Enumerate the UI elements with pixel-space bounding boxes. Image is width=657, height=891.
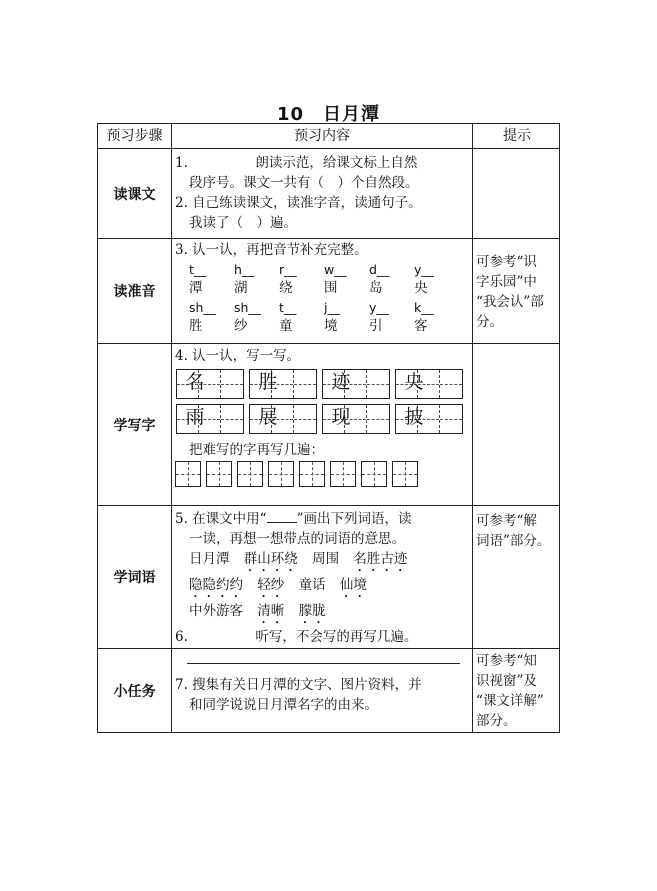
pinyin-item: d__ bbox=[369, 262, 390, 277]
content-pronunciation bbox=[172, 239, 472, 343]
header-step: 预习步骤 bbox=[106, 128, 163, 144]
practice-box[interactable] bbox=[268, 461, 294, 487]
hint-line: 字乐园”中 bbox=[476, 274, 537, 290]
character-grid bbox=[322, 369, 390, 399]
word: 仙境 bbox=[339, 577, 367, 593]
underline-mark bbox=[267, 510, 297, 523]
step-vocabulary: 学词语 bbox=[113, 570, 156, 586]
word: 日月潭 bbox=[189, 551, 230, 567]
text-line: 2. 自己练读课文，读准字音，读通句子。 bbox=[175, 195, 422, 211]
pinyin-item: y__ bbox=[414, 262, 434, 277]
model-character: 披 bbox=[404, 406, 424, 428]
task-text: 5. 在课文中用“ bbox=[175, 511, 267, 527]
preview-table bbox=[97, 123, 560, 733]
content-read-text bbox=[172, 149, 472, 238]
hint-line: 可参考“解 bbox=[476, 513, 537, 529]
lesson-title: 10 日月潭 bbox=[276, 104, 381, 125]
pinyin-item: t__ bbox=[279, 300, 297, 315]
content-write-characters bbox=[172, 344, 472, 505]
model-character: 现 bbox=[331, 406, 351, 428]
word-row bbox=[175, 575, 468, 601]
pinyin-item: k__ bbox=[414, 300, 434, 315]
character-grid bbox=[176, 369, 244, 399]
practice-box[interactable] bbox=[330, 461, 356, 487]
pinyin-item: j__ bbox=[324, 300, 340, 315]
hanzi-item: 围 bbox=[324, 280, 338, 296]
model-character: 央 bbox=[404, 371, 424, 393]
character-grid bbox=[395, 404, 463, 434]
practice-box[interactable] bbox=[392, 461, 418, 487]
character-grid-row bbox=[176, 404, 468, 434]
character-grid bbox=[322, 404, 390, 434]
header-content: 预习内容 bbox=[294, 128, 350, 144]
hanzi-item: 童 bbox=[279, 318, 293, 334]
task-text: ”画出下列词语，读 bbox=[296, 511, 412, 527]
pinyin-item: t__ bbox=[189, 262, 207, 277]
hanzi-item: 纱 bbox=[234, 318, 248, 334]
practice-box[interactable] bbox=[299, 461, 325, 487]
character-grid-row bbox=[176, 369, 468, 399]
hanzi-item: 湖 bbox=[234, 280, 248, 296]
word: 朦胧 bbox=[298, 603, 326, 619]
task-line: 一读，再想一想带点的词语的意思。 bbox=[189, 531, 405, 547]
word: 轻纱 bbox=[257, 577, 285, 593]
step-write-characters: 学写字 bbox=[113, 417, 156, 434]
pinyin-item: w__ bbox=[324, 262, 347, 277]
model-character: 胜 bbox=[258, 371, 278, 393]
hanzi-item: 绕 bbox=[279, 280, 293, 296]
hanzi-row bbox=[175, 317, 468, 336]
hanzi-item: 引 bbox=[369, 318, 383, 334]
content-small-task bbox=[172, 649, 472, 732]
hanzi-item: 境 bbox=[324, 318, 338, 334]
pinyin-item: sh__ bbox=[234, 300, 261, 315]
hint-vocabulary bbox=[473, 511, 561, 551]
model-character: 雨 bbox=[185, 406, 205, 428]
hanzi-item: 央 bbox=[414, 280, 428, 296]
word-row bbox=[175, 549, 468, 575]
text-line: 1. 朗读示范，给课文标上自然 bbox=[175, 155, 418, 171]
text-line: 段序号。课文一共有（ ）个自然段。 bbox=[189, 175, 419, 191]
word: 周围 bbox=[312, 551, 340, 567]
task-line bbox=[175, 509, 468, 529]
practice-box[interactable] bbox=[175, 461, 201, 487]
task-line: 和同学说说日月潭名字的由来。 bbox=[189, 697, 378, 713]
task-line: 6. 听写，不会写的再写几遍。 bbox=[175, 629, 418, 645]
step-pronunciation: 读准音 bbox=[113, 284, 156, 300]
task-intro: 4. 认一认，写一写。 bbox=[175, 348, 301, 364]
character-grid bbox=[395, 369, 463, 399]
pinyin-row bbox=[175, 260, 468, 279]
pinyin-item: r__ bbox=[279, 262, 297, 277]
step-read-text: 读课文 bbox=[113, 186, 156, 203]
pinyin-item: sh__ bbox=[189, 300, 216, 315]
hint-small-task bbox=[473, 651, 561, 731]
step-small-task: 小任务 bbox=[113, 683, 156, 700]
practice-box[interactable] bbox=[237, 461, 263, 487]
practice-label: 把难写的字再写几遍： bbox=[189, 442, 324, 458]
hanzi-row bbox=[175, 279, 468, 298]
hint-line: 可参考“识 bbox=[476, 254, 537, 270]
word-row bbox=[175, 601, 468, 627]
character-grid bbox=[249, 404, 317, 434]
text-line: 我读了（ ）遍。 bbox=[189, 215, 297, 231]
hanzi-item: 潭 bbox=[189, 280, 203, 296]
hanzi-item: 岛 bbox=[369, 280, 383, 296]
hint-line: 分。 bbox=[476, 314, 503, 330]
model-character: 名 bbox=[185, 371, 205, 393]
hint-line: 识视窗”及 bbox=[476, 673, 537, 689]
hint-pronunciation bbox=[473, 252, 561, 332]
word: 隐隐约约 bbox=[189, 577, 243, 593]
character-grid bbox=[176, 404, 244, 434]
model-character: 展 bbox=[258, 406, 278, 428]
practice-boxes[interactable] bbox=[175, 461, 468, 487]
content-vocabulary bbox=[172, 506, 472, 648]
hint-line: 部分。 bbox=[476, 713, 517, 729]
task-line: 7. 搜集有关日月潭的文字、图片资料，并 bbox=[175, 677, 422, 693]
word: 中外游客 bbox=[189, 603, 243, 619]
pinyin-item: h__ bbox=[234, 262, 255, 277]
hanzi-item: 客 bbox=[414, 318, 428, 334]
word: 名胜古迹 bbox=[353, 551, 408, 567]
column-divider bbox=[472, 124, 473, 732]
hint-line: 词语”部分。 bbox=[476, 533, 551, 549]
hint-line: “课文详解” bbox=[476, 693, 544, 709]
task-intro: 3. 认一认，再把音节补充完整。 bbox=[175, 242, 368, 258]
pinyin-item: y__ bbox=[369, 300, 389, 315]
practice-box[interactable] bbox=[361, 461, 387, 487]
header-hint: 提示 bbox=[503, 128, 531, 144]
hint-line: 可参考“知 bbox=[476, 653, 537, 669]
hint-line: “我会认”部 bbox=[476, 294, 544, 310]
practice-box[interactable] bbox=[206, 461, 232, 487]
model-character: 迹 bbox=[331, 371, 351, 393]
hanzi-item: 胜 bbox=[189, 318, 203, 334]
pinyin-row bbox=[175, 298, 468, 317]
word: 童话 bbox=[298, 577, 326, 593]
character-grid bbox=[249, 369, 317, 399]
word: 群山环绕 bbox=[243, 551, 298, 567]
word: 清晰 bbox=[257, 603, 285, 619]
